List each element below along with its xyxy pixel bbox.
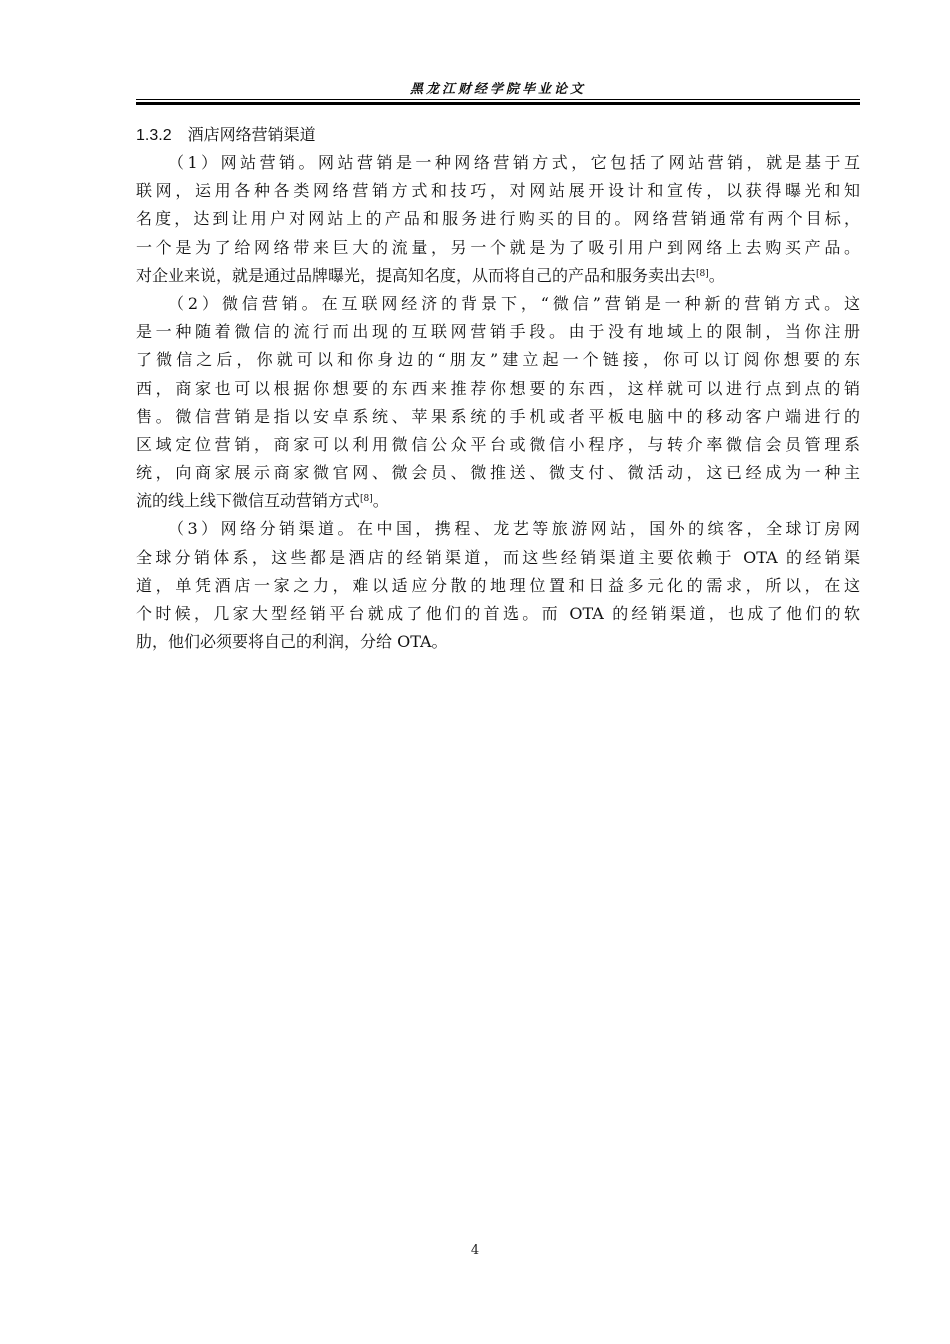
text-line: 区域定位营销，商家可以利用微信公众平台或微信小程序，与转介率微信会员管理系 xyxy=(136,434,860,454)
text-line: 一个是为了给网络带来巨大的流量，另一个就是为了吸引用户到网络上去购买产品。 xyxy=(136,237,860,257)
page-number: 4 xyxy=(470,1243,480,1258)
body-text xyxy=(136,149,860,656)
section-number: 1.3.2 xyxy=(136,127,172,144)
text-line: 个时候，几家大型经销平台就成了他们的首选。而 OTA 的经销渠道，也成了他们的软 xyxy=(136,604,860,623)
section-heading xyxy=(136,122,316,145)
paragraph-website-marketing xyxy=(136,149,860,290)
end-punct: 。 xyxy=(372,491,389,511)
text-line: 名度，达到让用户对网站上的产品和服务进行购买的目的。网络营销通常有两个目标， xyxy=(136,209,860,229)
text-line: （1）网站营销。网站营销是一种网络营销方式，它包括了网站营销，就是基于互 xyxy=(168,153,860,172)
text-line: 了微信之后，你就可以和你身边的“朋友”建立起一个链接，你可以订阅你想要的东 xyxy=(136,350,860,370)
text-line-last xyxy=(136,262,860,290)
text-line: 全球分销体系，这些都是酒店的经销渠道，而这些经销渠道主要依赖于 OTA 的经销渠 xyxy=(136,547,860,567)
header-rule-thick xyxy=(136,102,860,105)
paragraph-wechat-marketing xyxy=(136,290,860,516)
text-line: （3）网络分销渠道。在中国，携程、龙艺等旅游网站，国外的缤客，全球订房网 xyxy=(168,519,860,539)
text-line-last: 肋，他们必须要将自己的利润，分给 OTA。 xyxy=(136,632,448,652)
text-line: 统，向商家展示商家微官网、微会员、微推送、微支付、微活动，这已经成为一种主 xyxy=(136,463,860,483)
text-line-content: 流的线上线下微信互动营销方式 xyxy=(136,491,361,511)
text-line: 售。微信营销是指以安卓系统、苹果系统的手机或者平板电脑中的移动客户端进行的 xyxy=(136,406,860,426)
text-line: 是一种随着微信的流行而出现的互联网营销手段。由于没有地域上的限制，当你注册 xyxy=(136,322,860,342)
header-rule-thin xyxy=(136,99,860,100)
running-header: 黑龙江财经学院毕业论文 xyxy=(409,82,586,97)
text-line: 道，单凭酒店一家之力，难以适应分散的地理位置和日益多元化的需求，所以，在这 xyxy=(136,575,860,595)
text-line: 联网，运用各种各类网络营销方式和技巧，对网站展开设计和宣传，以获得曝光和知 xyxy=(136,181,860,201)
end-punct: 。 xyxy=(708,265,725,285)
citation-ref: [8] xyxy=(360,494,373,505)
text-line: （2）微信营销。在互联网经济的背景下，“微信”营销是一种新的营销方式。这 xyxy=(168,293,860,313)
text-line-content: 对企业来说，就是通过品牌曝光，提高知名度，从而将自己的产品和服务卖出去 xyxy=(136,265,697,285)
text-line-last xyxy=(136,487,860,515)
text-line: 西，商家也可以根据你想要的东西来推荐你想要的东西，这样就可以进行点到点的销 xyxy=(136,378,860,398)
citation-ref: [8] xyxy=(696,268,709,279)
section-title: 酒店网络营销渠道 xyxy=(187,127,316,144)
paragraph-distribution-channels xyxy=(136,515,860,656)
